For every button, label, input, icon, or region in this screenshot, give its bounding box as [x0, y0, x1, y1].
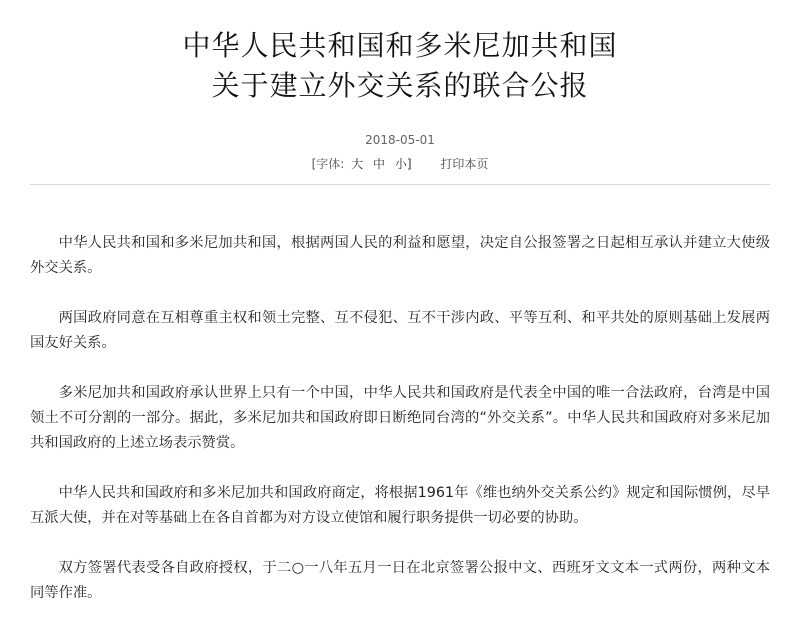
print-page-link[interactable]: 打印本页: [440, 157, 489, 171]
font-size-medium-link[interactable]: 中: [373, 157, 386, 171]
article-title: [0, 0, 800, 106]
paragraph-5: 双方签署代表受各自政府授权，于二○一八年五月一日在北京签署公报中文、西班牙文文本一式两份，两种文本同等作准。: [30, 560, 770, 601]
paragraph-1: 中华人民共和国和多米尼加共和国，根据两国人民的利益和愿望，决定自公报签署之日起相互承认并建立大使级外交关系。: [30, 235, 770, 276]
paragraph-4: 中华人民共和国政府和多米尼加共和国政府商定，将根据1961年《维也纳外交关系公约》规定和国际惯例，尽早互派大使，并在对等基础上在各自首都为对方设立使馆和履行职务提供一切必要的协助。: [30, 485, 770, 526]
article-title-line-2: 关于建立外交关系的联合公报: [211, 69, 589, 102]
font-size-small-link[interactable]: 小]: [394, 157, 412, 171]
article-title-line-1: 中华人民共和国和多米尼加共和国: [182, 29, 618, 62]
paragraph-3: 多米尼加共和国政府承认世界上只有一个中国，中华人民共和国政府是代表全中国的唯一合法政府，台湾是中国领土不可分割的一部分。据此，多米尼加共和国政府即日断绝同台湾的“外交关系”。中华人民共和国政府对多米尼加共和国政府的上述立场表示赞赏。: [30, 385, 770, 451]
article-tools: [0, 156, 800, 172]
font-size-label: [字体:: [311, 157, 345, 171]
publish-date: 2018-05-01: [365, 133, 435, 147]
font-size-large-link[interactable]: 大: [351, 157, 364, 171]
paragraph-2: 两国政府同意在互相尊重主权和领土完整、互不侵犯、互不干涉内政、平等互利、和平共处的原则基础上发展两国友好关系。: [30, 310, 770, 351]
article-body: [30, 231, 770, 631]
header-divider: [30, 184, 770, 185]
